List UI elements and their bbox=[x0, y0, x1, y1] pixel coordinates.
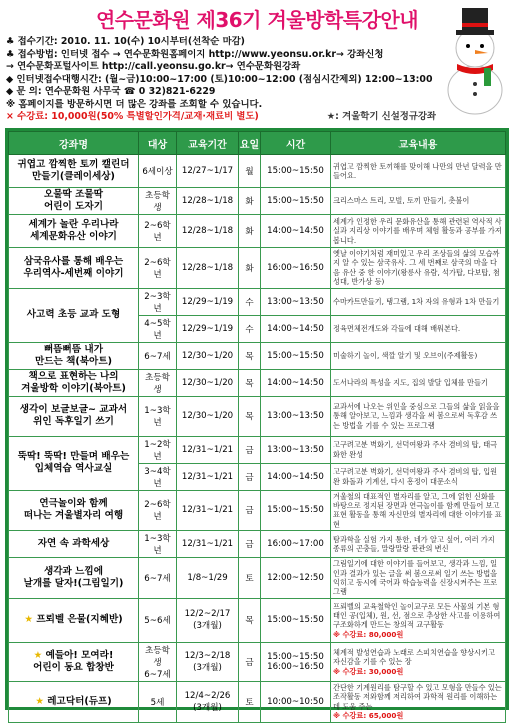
header-day: 요일 bbox=[239, 132, 261, 155]
course-period: 12/31~1/21 bbox=[177, 490, 239, 531]
header-target: 대상 bbox=[139, 132, 177, 155]
course-time: 16:00~16:50 bbox=[261, 248, 331, 289]
info-line: ♣ 접수방법: 인터넷 접수 → 연수문화원홈페이지 http://www.yeonsu.or.kr→ 강좌신청 bbox=[6, 48, 384, 60]
table-row bbox=[9, 215, 506, 248]
course-content: 그림일기에 대한 이야기를 들어보고, 생각과 느낌, 일인과 결과가 있는 글을 써 봄으로써 일기 쓰는 방법을 익히고 동시에 국어과 학습능력을 신장시켜주는 프로그램 bbox=[331, 558, 506, 599]
table-row bbox=[9, 155, 506, 188]
course-time: 15:00~15:50 bbox=[261, 188, 331, 215]
course-content: 체계적 발성연습과 노래로 스피치연습을 향상시키고 자신감을 기를 수 있는 장 ※ 수강료: 30,000원 bbox=[331, 642, 506, 681]
course-target: 2~6학년 bbox=[139, 248, 177, 289]
course-content: 간단한 기계원리를 탐구할 수 있고 모형을 만들수 있는 조작활동 저와함께 저리하여 과학적 원리를 이해하는데 도움 주는 ※ 수강료: 65,000원 bbox=[331, 681, 506, 722]
table-row bbox=[9, 531, 506, 558]
page-title: 연수문화원 제36기 겨울방학특강안내 bbox=[95, 8, 419, 32]
course-name: 연극놀이와 함께 떠나는 겨울별자리 여행 bbox=[9, 490, 139, 531]
table-row bbox=[9, 558, 506, 599]
snowman-icon bbox=[440, 6, 510, 118]
course-target: 1~3학년 bbox=[139, 396, 177, 436]
course-content: 고구려고분 벽화기, 선덕여왕과 주사 겸비의 탑, 입원완 화돌과 기계선, 다시 흥정이 대문소식 bbox=[331, 463, 506, 490]
table-row bbox=[9, 490, 506, 531]
header-content: 교육내용 bbox=[331, 132, 506, 155]
course-name: 자연 속 과학세상 bbox=[9, 531, 139, 558]
course-target: 1~3학년 bbox=[139, 531, 177, 558]
course-period: 12/29~1/19 bbox=[177, 288, 239, 315]
course-fee: ※ 수강료: 80,000원 bbox=[333, 629, 404, 639]
course-time: 15:00~15:50 bbox=[261, 342, 331, 369]
course-period: 12/27~1/17 bbox=[177, 155, 239, 188]
course-name: 뻐뜸뻐뜸 내가 만드는 책(북아트) bbox=[9, 342, 139, 369]
table-row bbox=[9, 188, 506, 215]
course-name: 세계가 놀란 우리나라 세계문화유산 이야기 bbox=[9, 215, 139, 248]
course-target: 3~4학년 bbox=[139, 463, 177, 490]
course-time: 14:00~14:50 bbox=[261, 315, 331, 342]
course-time: 10:00~10:50 bbox=[261, 681, 331, 722]
star-icon: ★ bbox=[33, 649, 46, 661]
table-row bbox=[9, 342, 506, 369]
course-content: 세계가 인정한 우리 문화유산을 통해 관련된 역사적 사실과 지리상 이야기를 배우며 체험 활동과 공부를 가져봅니다. bbox=[331, 215, 506, 248]
course-period: 12/4~2/26 (3개월) bbox=[177, 681, 239, 722]
course-name: 책으로 표현하는 나의 겨울방학 이야기(북아트) bbox=[9, 369, 139, 396]
course-day: 화 bbox=[239, 248, 261, 289]
info-line: → 연수문화포털사이트 http://call.yeonsu.go.kr→ 연수문화원강좌 bbox=[6, 61, 301, 72]
course-target: 6세이상 bbox=[139, 155, 177, 188]
info-line: ◆ 인터넷접수대행시간: (월~금)10:00~17:00 (토)10:00~12:00 (점심시간제외) 12:00~13:00 bbox=[6, 73, 433, 85]
course-day: 금 bbox=[239, 436, 261, 463]
header-time: 시간 bbox=[261, 132, 331, 155]
course-day: 목 bbox=[239, 396, 261, 436]
course-content: 크리스마스 트리, 모빌, 토끼 만들기, 촛불이 bbox=[331, 188, 506, 215]
course-period: 12/31~1/21 bbox=[177, 463, 239, 490]
course-content: 정육면체전개도와 각들에 대해 배워본다. bbox=[331, 315, 506, 342]
course-period: 12/30~1/20 bbox=[177, 342, 239, 369]
course-target: 6~7세 bbox=[139, 558, 177, 599]
course-day: 토 bbox=[239, 681, 261, 722]
course-period: 12/28~1/18 bbox=[177, 215, 239, 248]
course-fee: ※ 수강료: 30,000원 bbox=[333, 666, 404, 676]
course-target: 초등학생 6~7세 bbox=[139, 642, 177, 681]
course-day: 토 bbox=[239, 558, 261, 599]
course-time: 16:00~17:00 bbox=[261, 531, 331, 558]
course-day: 금 bbox=[239, 463, 261, 490]
table-row bbox=[9, 248, 506, 289]
course-target: 2~6학년 bbox=[139, 215, 177, 248]
course-time: 13:00~13:50 bbox=[261, 436, 331, 463]
course-period: 12/2~2/17 (3개월) bbox=[177, 598, 239, 642]
course-content: 옛날 이야기처럼 재미있고 우리 조상들의 삶의 모습까지 알 수 있는 삼국유사. 그 세 번째로 삼국의 마을 다음 유산 중 한 이야기(왕릉사 유람, 석가탑, 다보탑, 첨성대, 반가상 등) bbox=[331, 248, 506, 289]
course-period: 12/30~1/20 bbox=[177, 396, 239, 436]
course-period: 1/8~1/29 bbox=[177, 558, 239, 599]
table-row bbox=[9, 598, 506, 642]
course-day: 목 bbox=[239, 342, 261, 369]
course-content: 교과서에 나오는 위인을 중심으로 그들의 삶을 읽을을 통해 알아보고, 느낌과 생각을 써 봄으로써 독후감 쓰는 방법을 기를 수 있는 프로그램 bbox=[331, 396, 506, 436]
table-row bbox=[9, 642, 506, 681]
course-time: 13:00~13:50 bbox=[261, 396, 331, 436]
course-target: 4~5학년 bbox=[139, 315, 177, 342]
course-name: ★ 레고닥터(듀프) bbox=[9, 681, 139, 722]
course-name: ★ 프뢰벨 은물(지혜반) bbox=[9, 598, 139, 642]
course-day: 금 bbox=[239, 642, 261, 681]
course-name: 삼국유사를 통해 배우는 우리역사-세번째 이야기 bbox=[9, 248, 139, 289]
course-name: ★ 예들아! 모여라! 어린이 동요 합창반 bbox=[9, 642, 139, 681]
course-content: 수마카트만들기, 탱그램, 1차 자의 유형과 1차 만들기 bbox=[331, 288, 506, 315]
course-period: 12/31~1/21 bbox=[177, 531, 239, 558]
header-period: 교육기간 bbox=[177, 132, 239, 155]
course-period: 12/28~1/18 bbox=[177, 248, 239, 289]
course-name: 사고력 초등 교과 도형 bbox=[9, 288, 139, 342]
course-time: 13:00~13:50 bbox=[261, 288, 331, 315]
course-name: 뚝딱! 뚝딱! 만들며 배우는 입체역습 역사교실 bbox=[9, 436, 139, 490]
course-target: 초등학생 bbox=[139, 188, 177, 215]
course-content: 겨울철의 대표적인 별자리를 알고, 그에 얽힌 신화를 바탕으로 정지된 장면과 연극놀이를 함께 만들어 보고 표현 활동을 통해 자신만의 별자리에 대한 이야기를 표현 bbox=[331, 490, 506, 531]
course-day: 화 bbox=[239, 188, 261, 215]
course-name: 생각이 보글보글~ 교과서 위인 독후일기 쓰기 bbox=[9, 396, 139, 436]
course-target: 5~6세 bbox=[139, 598, 177, 642]
course-content: 도서나라의 특성을 지도, 집의 발달 입체를 만들기 bbox=[331, 369, 506, 396]
course-period: 12/31~1/21 bbox=[177, 436, 239, 463]
info-line: ◆ 문 의: 연수문화원 사무국 ☎ 0 32)821-6229 bbox=[6, 86, 216, 97]
course-time: 14:00~14:50 bbox=[261, 215, 331, 248]
course-time: 15:00~15:50 bbox=[261, 155, 331, 188]
course-content: 미술하기 놀이, 색깔 알기 및 오브이(주제활동) bbox=[331, 342, 506, 369]
course-day: 금 bbox=[239, 531, 261, 558]
course-time: 15:00~15:50 16:00~16:50 bbox=[261, 642, 331, 681]
course-period: 12/29~1/19 bbox=[177, 315, 239, 342]
fee-line: × 수강료: 10,000원(50% 특별할인가격/교재·재료비 별도) bbox=[6, 111, 259, 122]
header-course-name: 강좌명 bbox=[9, 132, 139, 155]
course-content: 탐과학을 실험 가지 통한, 네가 알고 싶어, 여러 가지 종류의 곤충들, 말랑말랑 판관의 변신 bbox=[331, 531, 506, 558]
course-target: 2~3학년 bbox=[139, 288, 177, 315]
table-row bbox=[9, 288, 506, 315]
course-target: 2~6학년 bbox=[139, 490, 177, 531]
info-line: ♣ 접수기간: 2010. 11. 10(수) 10시부터(선착순 마감) bbox=[6, 36, 245, 47]
course-day: 월 bbox=[239, 155, 261, 188]
course-target: 6~7세 bbox=[139, 342, 177, 369]
course-period: 12/30~1/20 bbox=[177, 369, 239, 396]
course-name: 생각과 느낌에 날개를 달자!(그림일기) bbox=[9, 558, 139, 599]
course-day: 금 bbox=[239, 490, 261, 531]
course-time: 12:00~12:50 bbox=[261, 558, 331, 599]
course-period: 12/28~1/18 bbox=[177, 188, 239, 215]
course-name: 귀엽고 깜찍한 토끼 캘린더 만들기(클레이세상) bbox=[9, 155, 139, 188]
course-target: 1~2학년 bbox=[139, 436, 177, 463]
course-period: 12/3~2/18 (3개월) bbox=[177, 642, 239, 681]
table-row bbox=[9, 396, 506, 436]
course-day: 수 bbox=[239, 288, 261, 315]
course-table bbox=[5, 128, 509, 721]
course-time: 14:00~14:50 bbox=[261, 369, 331, 396]
course-target: 초등학생 bbox=[139, 369, 177, 396]
course-rows bbox=[9, 155, 506, 723]
star-note: ★: 겨울학기 신설정규강좌 bbox=[326, 111, 436, 122]
course-time: 15:00~15:50 bbox=[261, 490, 331, 531]
course-time: 14:00~14:50 bbox=[261, 463, 331, 490]
course-day: 목 bbox=[239, 369, 261, 396]
course-content: 고구려고분 벽화기, 선덕여왕과 주사 겸비의 탑, 태극화한 완성 bbox=[331, 436, 506, 463]
table-row bbox=[9, 369, 506, 396]
star-icon: ★ bbox=[35, 695, 48, 707]
course-day: 목 bbox=[239, 598, 261, 642]
info-block bbox=[6, 36, 436, 124]
course-day: 화 bbox=[239, 215, 261, 248]
table-row bbox=[9, 436, 506, 463]
course-target: 5세 bbox=[139, 681, 177, 722]
course-fee: ※ 수강료: 65,000원 bbox=[333, 711, 404, 721]
course-name: 오물딱 조물딱 어린이 도자기 bbox=[9, 188, 139, 215]
course-day: 수 bbox=[239, 315, 261, 342]
course-content: 프뢰벨의 교육철학인 놀이교구로 모든 사물의 기본 형태인 공(입체), 원, 선, 점으로 추상한 사고를 이용하여 구조화하게 만드는 창의적 교구활동 ※ 수강료: 80,000원 bbox=[331, 598, 506, 642]
star-icon: ★ bbox=[24, 614, 37, 626]
info-line: ※ 홈페이지를 방문하시면 더 많은 강좌를 조회할 수 있습니다. bbox=[6, 98, 263, 110]
course-content: 귀엽고 깜찍한 토끼해를 맞이해 나만의 만년 달력을 만들어요. bbox=[331, 155, 506, 188]
course-time: 15:00~15:50 bbox=[261, 598, 331, 642]
